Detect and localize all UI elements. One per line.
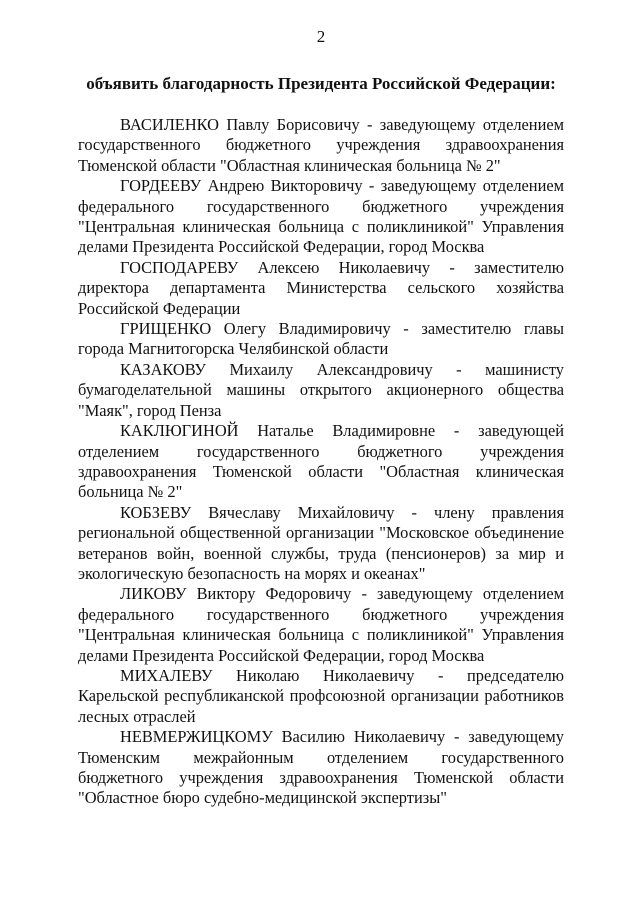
award-entry: КАКЛЮГИНОЙ Наталье Владимировне - заведующей отделением государственного бюджетного учреждения здравоохранения Тюменской области "Областная клиническая больница № 2" xyxy=(78,421,564,502)
page-number: 2 xyxy=(316,27,326,46)
award-entry: ГРИЩЕНКО Олегу Владимировичу - заместителю главы города Магнитогорска Челябинской области xyxy=(78,319,564,359)
award-list xyxy=(78,115,564,809)
award-entry: ГОСПОДАРЕВУ Алексею Николаевичу - заместителю директора департамента Министерства сельского хозяйства Российской Федерации xyxy=(78,257,564,318)
decree-heading: объявить благодарность Президента Российской Федерации: xyxy=(86,74,556,93)
award-entry: ЛИКОВУ Виктору Федоровичу - заведующему отделением федерального государственного бюджетного учреждения "Центральная клиническая больница с поликлиникой" Управления делами Президента Российской Федерации, город Москва xyxy=(78,584,564,665)
award-entry: МИХАЛЕВУ Николаю Николаевичу - председателю Карельской республиканской профсоюзной организации работников лесных отраслей xyxy=(78,665,564,726)
award-entry: НЕВМЕРЖИЦКОМУ Василию Николаевичу - заведующему Тюменским межрайонным отделением государственного бюджетного учреждения здравоохранения Тюменской области "Областное бюро судебно-медицинской экспертизы" xyxy=(78,727,564,808)
award-entry: КОБЗЕВУ Вячеславу Михайловичу - члену правления региональной общественной организации "Московское объединение ветеранов войн, военной службы, труда (пенсионеров) за мир и экологическую безопасность на морях и океанах" xyxy=(78,502,564,583)
award-entry: ГОРДЕЕВУ Андрею Викторовичу - заведующему отделением федерального государственного бюджетного учреждения "Центральная клиническая больница с поликлиникой" Управления делами Президента Российской Федерации, город Москва xyxy=(78,176,564,257)
award-entry: ВАСИЛЕНКО Павлу Борисовичу - заведующему отделением государственного бюджетного учреждения здравоохранения Тюменской области "Областная клиническая больница № 2" xyxy=(78,115,564,175)
award-entry: КАЗАКОВУ Михаилу Александровичу - машинисту бумагоделательной машины открытого акционерного общества "Маяк", город Пенза xyxy=(78,359,564,420)
